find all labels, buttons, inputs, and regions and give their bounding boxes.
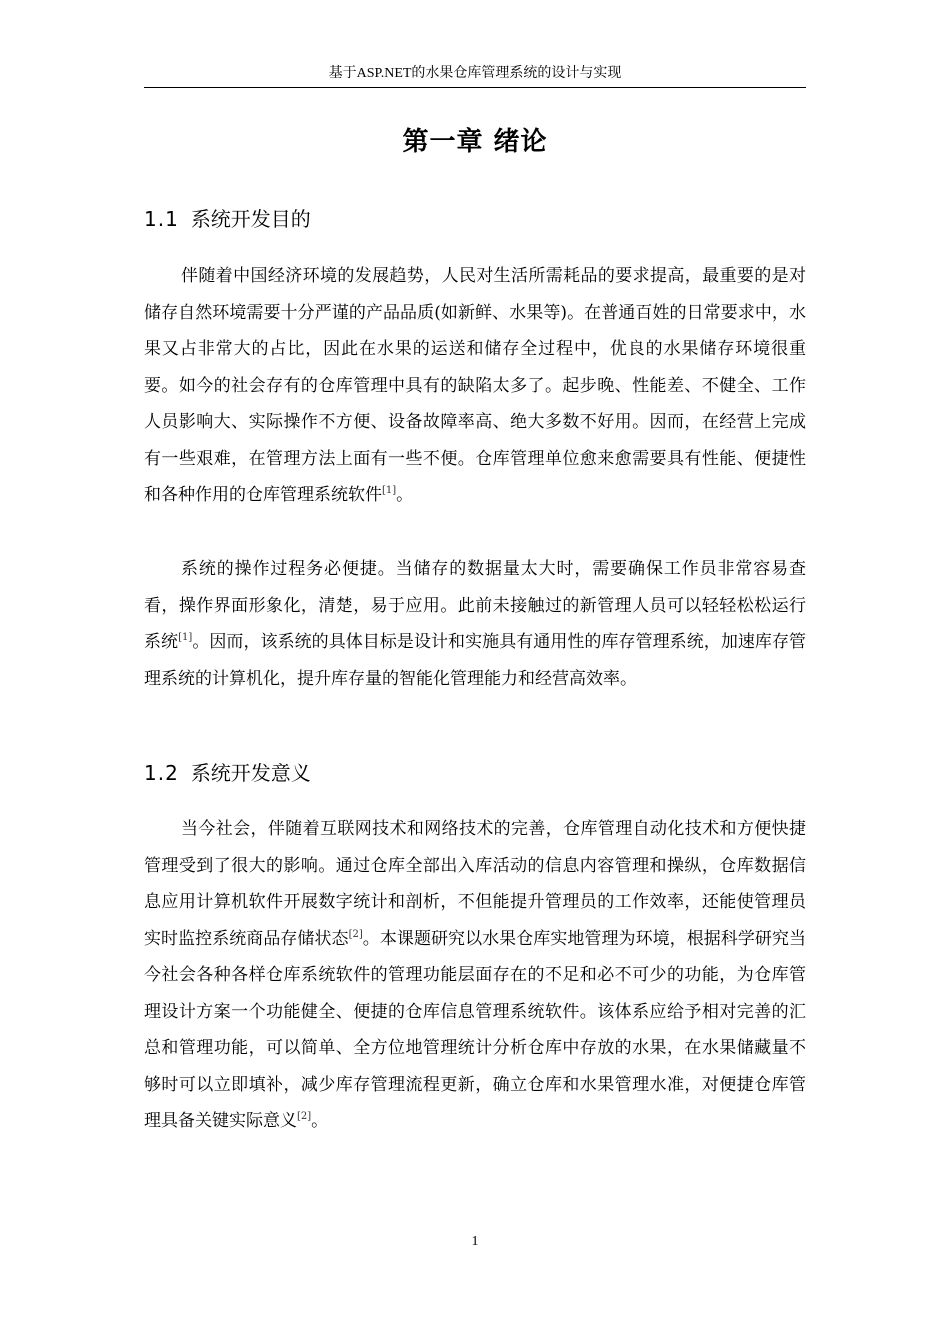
section-heading-1-1: [144, 204, 806, 234]
paragraph-purpose-2: 系统的操作过程务必便捷。当储存的数据量太大时，需要确保工作员非常容易查看，操作界面形象化，清楚，易于应用。此前未接触过的新管理人员可以轻轻松松运行系统[1]。因而，该系统的具体目标是设计和实施具有通用性的库存管理系统，加速库存管理系统的计算机化，提升库存量的智能化管理能力和经营高效率。: [144, 559, 807, 689]
citation-ref: [2]: [348, 928, 363, 940]
chapter-title: 第一章 绪论: [402, 127, 548, 157]
citation-ref: [1]: [382, 485, 397, 496]
section-number: 1.2: [144, 761, 179, 785]
running-header: 基于ASP.NET的水果仓库管理系统的设计与实现: [328, 66, 622, 81]
section-title: 系统开发意义: [190, 761, 311, 785]
section-heading-1-2: [144, 758, 806, 788]
paragraph-purpose-1: 伴随着中国经济环境的发展趋势，人民对生活所需耗品的要求提高，最重要的是对储存自然环境需要十分严谨的产品品质(如新鲜、水果等)。在普通百姓的日常要求中，水果又占非常大的占比，因此在水果的运送和储存全过程中，优良的水果储存环境很重要。如今的社会存有的仓库管理中具有的缺陷太多了。起步晚、性能差、不健全、工作人员影响大、实际操作不方便、设备故障率高、绝大多数不好用。因而，在经营上完成有一些艰难，在管理方法上面有一些不便。仓库管理单位愈来愈需要具有性能、便捷性和各种作用的仓库管理系统软件[1]。: [144, 266, 806, 505]
section-title: 系统开发目的: [190, 207, 311, 231]
section-number: 1.1: [144, 207, 179, 231]
header-divider: [144, 87, 806, 88]
citation-ref: [2]: [297, 1111, 312, 1122]
citation-ref: [1]: [178, 632, 193, 643]
paragraph-significance-1: 当今社会，伴随着互联网技术和网络技术的完善，仓库管理自动化技术和方便快捷管理受到了很大的影响。通过仓库全部出入库活动的信息内容管理和操纵，仓库数据信息应用计算机软件开展数字统计和剖析，不但能提升管理员的工作效率，还能使管理员实时监控系统商品存储状态[2]。本课题研究以水果仓库实地管理为环境，根据科学研究当今社会各种各样仓库系统软件的管理功能层面存在的不足和必不可少的功能，为仓库管理设计方案一个功能健全、便捷的仓库信息管理系统软件。该体系应给予相对完善的汇总和管理功能，可以简单、全方位地管理统计分析仓库中存放的水果，在水果储藏量不够时可以立即填补，减少库存管理流程更新，确立仓库和水果管理水准，对便捷仓库管理具备关键实际意义[2]。: [144, 819, 806, 1131]
page-number: 1: [471, 1234, 479, 1249]
